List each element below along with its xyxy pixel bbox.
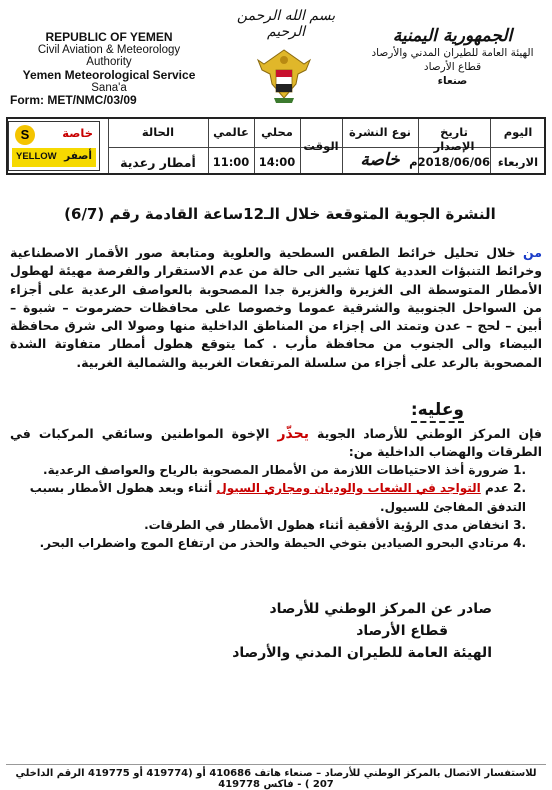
warning-word: يحذّر [277,426,309,442]
bulletin-title: النشرة الجوية المتوقعة خلال الـ12ساعة القادمة رقم (6/7) [64,205,496,223]
list-item: .3 انخفاض مدى الرؤية الأفقية أثناء هطول الأمطار في الطرقات. [144,517,526,532]
header-day: اليوم [503,125,533,139]
header-issue-date: تاريخ الإصدار [433,125,475,153]
local-time-value: 14:00 [258,155,296,169]
signature-block [192,598,492,664]
header-bulletin-type: نوع النشرة [349,125,411,139]
list-item: .1 ضرورة أخذ الاحتياطات اللازمة من الأمطار المصحوبة بالرياح والعواصف الرعدية. [43,463,526,477]
arabic-country-name: الجمهورية اليمنية [392,26,513,46]
header-arabic [365,26,540,88]
form-number: Form: MET/NMC/03/09 [10,93,137,107]
signature-line-1: صادر عن المركز الوطني للأرصاد [269,601,492,617]
paragraph-lead: من [523,245,542,260]
therefore-heading: وعليه: [411,400,464,423]
warning-list [18,461,526,552]
alert-level-badge [8,121,100,171]
list-item: .2 عدم التواجد في الشعاب والوديان ومجاري السيول أثناء وبعد هطول الأمطار بسبب التدفق المفاجئ للسيول. [29,481,526,514]
yellow-level-bar [12,148,96,167]
header-time: الوقت [303,139,339,153]
country-name: REPUBLIC OF YEMEN [45,30,173,44]
day-value: الاربعاء [497,155,539,169]
badge-color-en: YELLOW [16,151,57,162]
warning-intro [10,425,542,461]
arabic-authority-name: الهيئة العامة للطيران المدني والأرصاد [371,47,534,59]
yemen-eagle-emblem-icon [248,40,320,112]
badge-color-ar: أصفر [64,150,92,162]
sun-icon: S [15,125,35,145]
signature-line-3: الهيئة العامة للطيران المدني والأرصاد [232,645,492,661]
header-local: محلي [261,125,293,139]
header-english [14,30,204,94]
contact-footer: للاستفسار الاتصال بالمركز الوطني للأرصاد – صنعاء هاتف 410686 أو (419774 أو 419775 الرقم الداخلي 207 ) - فاكس 419778 [6,764,546,790]
signature-line-2: قطاع الأرصاد [356,623,448,639]
forecast-paragraph [10,244,542,372]
bulletin-type-value: خاصة [360,150,400,170]
authority-name: Civil Aviation & Meteorology Authority [37,44,181,68]
list-item: .4 مرتادي البحرو الصيادين بتوخي الحيطة والحذر من ارتفاع الموج واضطراب البحر. [39,536,526,551]
paragraph-text: خلال تحليل خرائط الطقس السطحية والعلوية ومتابعة صور الأقمار الاصطناعية وخرائط التنبؤات العددية كلها تشير الى حالة من عدم الاستقرار والفرصة مهيئة لهطول الأمطار المتوسطة الى الغزيرة والغزيرة جدا المصحوبة بالعواصف الرعدية على أجزاء من السواحل الجنوبية والشرقية عموما وخصوصا على محافظات حضرموت – شبوة – أبين – لحج – عدن وتمتد الى إجزاء من المناطق الداخلية منها وصولا الى شرق محافظة البيضاء والى الجنوب من محافظة مأرب . كما يتوقع هطول أمطار متفاوتة الشدة المصحوبة بالرعد على أجزاء من سلسلة المرتفعات الغربية والشمالية الغربية. [10,245,542,370]
status-value: أمطار رعدية [120,155,196,170]
warning-intro-post: الإخوة المواطنين وسائقي المركبات في الطرقات والهضاب الداخلية من: [10,426,542,459]
badge-label: خاصة [62,126,93,140]
header-status: الحالة [141,125,175,139]
arabic-sector-name: قطاع الأرصاد [423,61,482,73]
city-name: Sana'a [91,82,127,94]
warning-intro-pre: فإن المركز الوطني للأرصاد الجوية [308,426,542,441]
header-utc: عالمي [213,125,249,139]
utc-time-value: 11:00 [212,155,250,169]
arabic-city-name: صنعاء [437,75,468,87]
issue-date-value: 2018/06/06م [409,155,490,169]
basmala: بسم الله الرحمن الرحيم [236,8,336,40]
service-name: Yemen Meteorological Service [22,68,196,82]
